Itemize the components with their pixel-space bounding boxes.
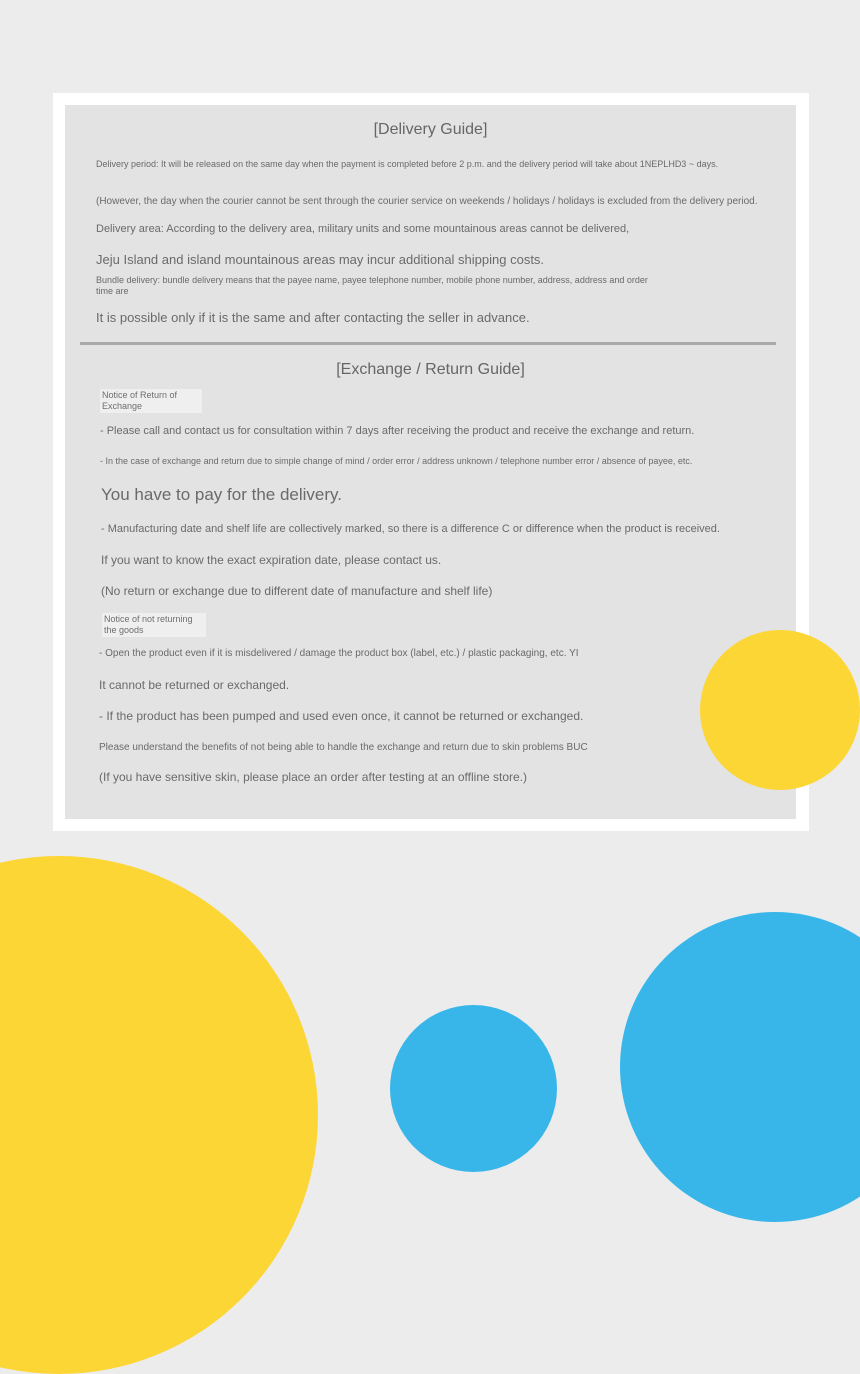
notice-return-label: Notice of Return of Exchange [100,389,202,413]
delivery-possible-text: It is possible only if it is the same and after contacting the seller in advance. [96,310,530,325]
exchange-manufacturing-text: - Manufacturing date and shelf life are collectively marked, so there is a difference C or difference when the product is received. [101,523,720,535]
exchange-pay-delivery-text: You have to pay for the delivery. [101,485,342,504]
decorative-yellow-circle-large [0,856,318,1374]
notice-not-returning-label: Notice of not returning the goods [102,613,206,637]
exchange-open-product-text: - Open the product even if it is misdelivered / damage the product box (label, etc.) / plastic packaging, etc. YI [99,648,579,659]
exchange-sensitive-skin-text: (If you have sensitive skin, please place an order after testing at an offline store.) [99,770,528,784]
delivery-guide-heading: [Delivery Guide] [373,121,488,138]
delivery-jeju-text: Jeju Island and island mountainous areas may incur additional shipping costs. [96,252,545,267]
decorative-blue-circle-large [620,912,860,1222]
decorative-yellow-circle-right [700,630,860,790]
delivery-period-text: Delivery period: It will be released on the same day when the payment is completed before 2 p.m. and the delivery period will take about 1NEPLHD3 ~ days. [96,159,719,169]
guide-frame [53,93,809,831]
exchange-guide-heading: [Exchange / Return Guide] [336,361,525,378]
exchange-skin-problems-text: Please understand the benefits of not being able to handle the exchange and return due to skin problems BUC [99,742,588,753]
exchange-no-return-date-text: (No return or exchange due to different date of manufacture and shelf life) [101,584,493,598]
delivery-exception-text: (However, the day when the courier cannot be sent through the courier service on weekends / holidays / holidays is excluded from the delivery period. [96,196,758,207]
exchange-cannot-return-text: It cannot be returned or exchanged. [99,678,290,692]
exchange-pumped-text: - If the product has been pumped and used even once, it cannot be returned or exchanged. [99,709,584,723]
exchange-call-text: - Please call and contact us for consultation within 7 days after receiving the product and receive the exchange and return. [100,425,695,437]
delivery-bundle-text: Bundle delivery: bundle delivery means that the payee name, payee telephone number, mobile phone number, address, address and order time are [96,275,648,296]
exchange-simple-change-text: - In the case of exchange and return due to simple change of mind / order error / address unknown / telephone number error / absence of payee, etc. [100,456,693,466]
exchange-expiration-text: If you want to know the exact expiration date, please contact us. [101,553,442,567]
delivery-area-text: Delivery area: According to the delivery area, military units and some mountainous areas cannot be delivered, [96,223,630,235]
guide-panel [65,105,796,819]
section-divider [80,342,776,345]
decorative-blue-circle-small [390,1005,557,1172]
